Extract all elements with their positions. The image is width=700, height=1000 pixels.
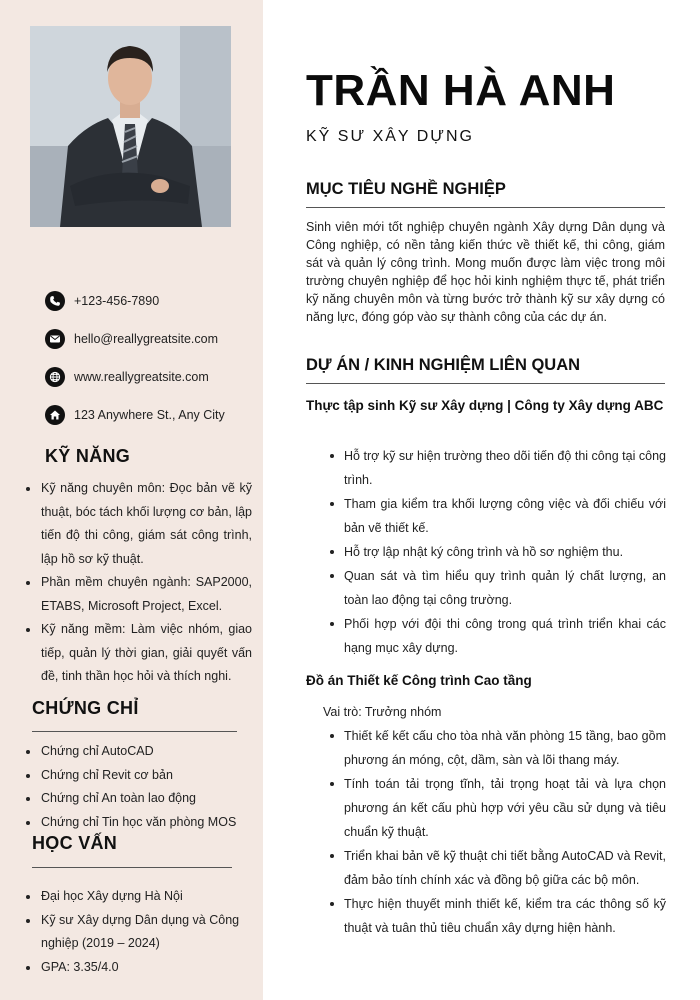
certificates-list <box>24 740 260 834</box>
website-text: www.reallygreatsite.com <box>74 370 209 384</box>
internship-list <box>323 444 666 660</box>
list-item: Tham gia kiểm tra khối lượng công việc và đối chiếu với bản vẽ thiết kế. <box>323 492 666 540</box>
list-item: GPA: 3.35/4.0 <box>24 956 252 980</box>
candidate-name: TRẦN HÀ ANH <box>306 66 616 115</box>
certificates-divider <box>32 731 237 732</box>
list-item: Thiết kế kết cấu cho tòa nhà văn phòng 15 tầng, bao gồm phương án móng, cột, dầm, sàn và lõi thang máy. <box>323 724 666 772</box>
objective-divider <box>306 207 665 208</box>
home-icon <box>45 405 65 425</box>
email-text: hello@reallygreatsite.com <box>74 332 219 346</box>
list-item: Kỹ năng chuyên môn: Đọc bản vẽ kỹ thuật, bóc tách khối lượng cơ bản, lập tiến độ thi công, giám sát công trình, lập hồ sơ kỹ thuật. <box>24 477 252 571</box>
list-item: Hỗ trợ lập nhật ký công trình và hồ sơ nghiệm thu. <box>323 540 666 564</box>
phone-text: +123-456-7890 <box>74 294 160 308</box>
list-item: Triển khai bản vẽ kỹ thuật chi tiết bằng AutoCAD và Revit, đảm bảo tính chính xác và đồng bộ giữa các bộ môn. <box>323 844 666 892</box>
project-role: Vai trò: Trưởng nhóm <box>323 705 442 719</box>
experience-divider <box>306 383 665 384</box>
education-divider <box>32 867 232 868</box>
list-item: Chứng chỉ AutoCAD <box>24 740 260 764</box>
list-item: Đại học Xây dựng Hà Nội <box>24 885 252 909</box>
list-item: Quan sát và tìm hiểu quy trình quản lý chất lượng, an toàn lao động tại công trường. <box>323 564 666 612</box>
objective-heading: MỤC TIÊU NGHỀ NGHIỆP <box>306 180 506 198</box>
experience-heading: DỰ ÁN / KINH NGHIỆM LIÊN QUAN <box>306 356 581 374</box>
globe-icon <box>45 367 65 387</box>
list-item: Chứng chỉ Revit cơ bản <box>24 764 260 788</box>
email-icon <box>45 329 65 349</box>
list-item: Phối hợp với đội thi công trong quá trình triển khai các hạng mục xây dựng. <box>323 612 666 660</box>
phone-icon <box>45 291 65 311</box>
skills-list <box>24 477 252 689</box>
contact-address[interactable] <box>45 404 225 426</box>
list-item: Kỹ sư Xây dựng Dân dụng và Công nghiệp (2019 – 2024) <box>24 909 252 956</box>
contact-website[interactable] <box>45 366 209 388</box>
job-title: KỸ SƯ XÂY DỰNG <box>306 128 474 145</box>
list-item: Hỗ trợ kỹ sư hiện trường theo dõi tiến độ thi công tại công trình. <box>323 444 666 492</box>
list-item: Chứng chỉ An toàn lao động <box>24 787 260 811</box>
list-item: Thực hiện thuyết minh thiết kế, kiểm tra các thông số kỹ thuật và tuân thủ tiêu chuẩn xây dựng hiện hành. <box>323 892 666 940</box>
internship-title: Thực tập sinh Kỹ sư Xây dựng | Công ty Xây dựng ABC <box>306 398 664 413</box>
education-list <box>24 885 252 979</box>
list-item: Phần mềm chuyên ngành: SAP2000, ETABS, Microsoft Project, Excel. <box>24 571 252 618</box>
list-item: Kỹ năng mềm: Làm việc nhóm, giao tiếp, quản lý thời gian, giải quyết vấn đề, tinh thần học hỏi và thích nghi. <box>24 618 252 689</box>
project-list <box>323 724 666 940</box>
contact-email[interactable] <box>45 328 218 350</box>
list-item: Tính toán tải trọng tĩnh, tải trọng hoạt tải và lựa chọn phương án kết cấu phù hợp với yêu cầu sử dụng và tiêu chuẩn kỹ thuật. <box>323 772 666 844</box>
project-title: Đồ án Thiết kế Công trình Cao tầng <box>306 673 532 688</box>
education-heading: HỌC VẤN <box>32 833 118 853</box>
profile-photo <box>30 26 231 227</box>
certificates-heading: CHỨNG CHỈ <box>32 698 139 718</box>
address-text: 123 Anywhere St., Any City <box>74 408 225 422</box>
objective-text: Sinh viên mới tốt nghiệp chuyên ngành Xây dựng Dân dụng và Công nghiệp, có nền tảng kiến thức về thiết kế, thi công, giám sát và quản lý công trình. Mong muốn được làm việc trong môi trường chuyên nghiệp để học hỏi kinh nghiệm thực tế, phát triển kỹ năng chuyên môn và từng bước trở thành kỹ sư xây dựng có năng lực, đóng góp vào sự thành công của các dự án. <box>306 220 665 324</box>
contact-phone[interactable] <box>45 290 159 312</box>
list-item: Chứng chỉ Tin học văn phòng MOS <box>24 811 260 835</box>
skills-heading: KỸ NĂNG <box>45 446 131 466</box>
